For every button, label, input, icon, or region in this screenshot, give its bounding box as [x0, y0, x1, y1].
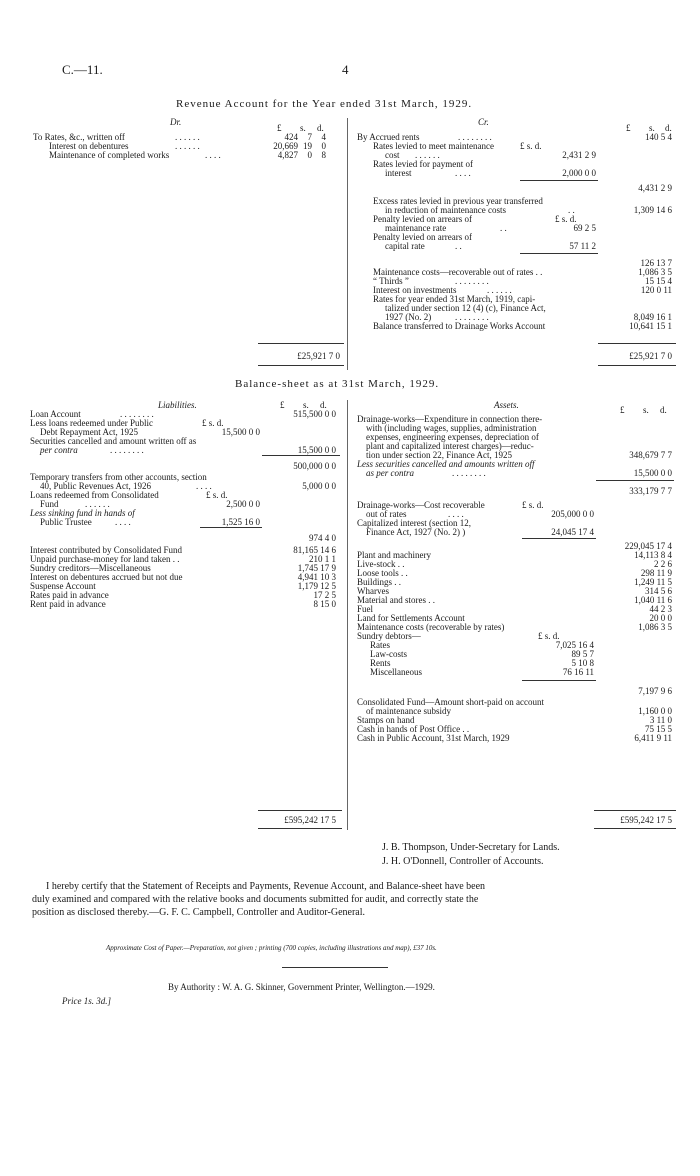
sundry-debtors-columns: £ s. d. [538, 631, 560, 641]
drainage-works-label: Drainage-works—Expenditure in connection there- [357, 414, 543, 424]
revenue-column-divider [347, 118, 348, 370]
asset-pound-header: £ [620, 405, 625, 415]
interest-leader: . . . . [455, 168, 471, 178]
fund-amount: 2,500 0 0 [226, 499, 260, 509]
cost-of-paper: Approximate Cost of Paper.—Preparation, not given ; printing (700 copies, including illustrations and map), £37 10s. [106, 944, 437, 952]
asset-row-label: Plant and machinery [357, 550, 431, 560]
drainage-works-label-5: tion under section 22, Finance Act, 1925 [366, 450, 512, 460]
drainage-net-amount: 333,179 7 7 [629, 486, 672, 496]
assets-heading: Assets. [494, 400, 519, 410]
debit-row-leader: . . . . . . [175, 141, 200, 151]
drainage-works-label-3: expenses, engineering expenses, depreciation of [366, 432, 539, 442]
out-of-rates-label: out of rates [366, 509, 407, 519]
out-of-rates-leader: . . . . [448, 509, 464, 519]
capital-rate-leader: . . [455, 241, 462, 251]
capitalized-interest-label: Capitalized interest (section 12, [357, 518, 471, 528]
maintenance-costs-label: Maintenance costs—recoverable out of rates . . [373, 267, 543, 277]
asset-row-amount: 6,411 9 11 [634, 733, 672, 743]
rates-subtotal: 4,431 2 9 [638, 183, 672, 193]
sinking-fund-label: Less sinking fund in hands of [30, 508, 135, 518]
rates-maintenance-columns: £ s. d. [520, 141, 542, 151]
asset-row-label: Buildings . . [357, 577, 402, 587]
signature-under-secretary: J. B. Thompson, Under-Secretary for Lands. [382, 842, 560, 853]
interest-label: interest [385, 168, 412, 178]
loan-account-label: Loan Account [30, 409, 81, 419]
penalty-maintenance-label: Penalty levied on arrears of [373, 214, 472, 224]
asset-row-label: Fuel [357, 604, 374, 614]
debit-row-pounds: 20,669 [273, 141, 298, 151]
liability-row-label: Suspense Account [30, 581, 96, 591]
cost-recoverable-columns: £ s. d. [522, 500, 544, 510]
debit-label: Dr. [170, 117, 182, 127]
per-contra-amount: 15,500 0 0 [297, 445, 336, 455]
credit-pence-header: d. [665, 123, 672, 133]
accrued-rents-label: By Accrued rents [357, 132, 420, 142]
asset-row-amount: 314 5 6 [645, 586, 672, 596]
maintenance-costs-amount: 1,086 3 5 [638, 267, 672, 277]
debt-repayment-label: Debt Repayment Act, 1925 [40, 427, 138, 437]
investments-amount: 120 0 11 [640, 285, 672, 295]
credit-shilling-header: s. [649, 123, 655, 133]
cost-recoverable-label: Drainage-works—Cost recoverable [357, 500, 485, 510]
asset-row-amount: 3 11 0 [649, 715, 672, 725]
public-trustee-amount: 1,525 16 0 [221, 517, 260, 527]
debtor-row-label: Miscellaneous [370, 667, 422, 677]
asset-row-label: Maintenance costs (recoverable by rates) [357, 622, 505, 632]
liability-row-amount: 1,745 17 9 [297, 563, 336, 573]
asset-row-label: Wharves [357, 586, 389, 596]
asset-row-label: Cash in Public Account, 31st March, 1929 [357, 733, 510, 743]
rates-maintenance-label: Rates levied to meet maintenance [373, 141, 494, 151]
asset-row-amount: 298 11 9 [640, 568, 672, 578]
debtor-row-amount: 7,025 16 4 [555, 640, 594, 650]
loans-consolidated-label: Loans redeemed from Consolidated [30, 490, 159, 500]
asset-row-label: Material and stores . . [357, 595, 435, 605]
maintenance-rate-label: maintenance rate [385, 223, 447, 233]
capital-rate-amount: 57 11 2 [569, 241, 596, 251]
thirds-leader: . . . . . . . . [455, 276, 489, 286]
rates-cost-leader: . . . . . . [415, 150, 440, 160]
revenue-account-title: Revenue Account for the Year ended 31st March, 1929. [176, 98, 473, 110]
asset-row-label: Live-stock . . [357, 559, 405, 569]
debtor-row-amount: 5 10 8 [571, 658, 594, 668]
thirds-label: “ Thirds ” [373, 276, 409, 286]
debit-row-pence: 8 [321, 150, 326, 160]
debit-row-leader: . . . . . . [175, 132, 200, 142]
credit-total: £25,921 7 0 [629, 351, 672, 361]
maintenance-subsidy-label: of maintenance subsidy [366, 706, 451, 716]
liability-row-amount: 81,165 14 6 [293, 545, 336, 555]
liability-row-amount: 210 1 1 [309, 554, 336, 564]
assets-total: £595,242 17 5 [620, 815, 672, 825]
liabilities-total: £595,242 17 5 [284, 815, 336, 825]
debt-repayment-amount: 15,500 0 0 [221, 427, 260, 437]
revenues-act-amount: 5,000 0 0 [302, 481, 336, 491]
consolidated-fund-label: Consolidated Fund—Amount short-paid on account [357, 697, 544, 707]
loans-consolidated-columns: £ s. d. [206, 490, 228, 500]
asset-shilling-header: s. [643, 405, 649, 415]
as-per-contra-label: as per contra [366, 468, 414, 478]
investments-leader: . . . . . . [487, 285, 512, 295]
credit-pound-header: £ [626, 123, 631, 133]
liab-shilling-header: s. [303, 400, 309, 410]
balance-sheet-title: Balance-sheet as at 31st March, 1929. [235, 378, 440, 390]
per-contra-label: per contra [40, 445, 78, 455]
securities-cancelled-label: Securities cancelled and amount written off as [30, 436, 197, 446]
asset-row-amount: 2 2 6 [654, 559, 672, 569]
excess-rates-amount: 1,309 14 6 [633, 205, 672, 215]
debit-row-shillings: 19 [303, 141, 312, 151]
excess-rates-label-cont: in reduction of maintenance costs [385, 205, 506, 215]
liability-row-amount: 1,179 12 5 [297, 581, 336, 591]
debit-row-pence: 0 [321, 141, 326, 151]
debit-row-label: To Rates, &c., written off [33, 132, 125, 142]
fund-leader: . . . . . . [85, 499, 110, 509]
loan-account-leader: . . . . . . . . [120, 409, 154, 419]
debit-pound-header: £ [277, 123, 282, 133]
debit-row-pounds: 4,827 [277, 150, 298, 160]
less-securities-label: Less securities cancelled and amounts written off [357, 459, 535, 469]
debtor-row-label: Rates [370, 640, 390, 650]
rates-1919-amount: 8,049 16 1 [633, 312, 672, 322]
debit-pence-header: d. [317, 123, 324, 133]
debtor-row-label: Law-costs [370, 649, 407, 659]
recoverable-subtotal: 229,045 17 4 [624, 541, 672, 551]
drainage-works-label-4: plant and capitalized interest charges)—reduc- [366, 441, 534, 451]
revenues-act-leader: . . . . [196, 481, 212, 491]
asset-row-amount: 20 0 0 [649, 613, 672, 623]
debtor-row-amount: 76 16 11 [562, 667, 594, 677]
as-per-contra-leader: . . . . . . . . [452, 468, 486, 478]
rates-1919-label: Rates for year ended 31st March, 1919, capi- [373, 294, 536, 304]
liability-row-amount: 17 2 5 [313, 590, 336, 600]
debit-row-label: Interest on debentures [49, 141, 129, 151]
liability-row-label: Rent paid in advance [30, 599, 106, 609]
certificate-line: position as disclosed thereby.—G. F. C. Campbell, Controller and Auditor-General. [32, 907, 366, 918]
liability-row-amount: 8 15 0 [313, 599, 336, 609]
out-of-rates-amount: 205,000 0 0 [551, 509, 594, 519]
interest-amount: 2,000 0 0 [562, 168, 596, 178]
drainage-works-label-2: with (including wages, supplies, administration [366, 423, 537, 433]
liability-row-label: Interest on debentures accrued but not due [30, 572, 183, 582]
liability-row-label: Sundry creditors—Miscellaneous [30, 563, 151, 573]
thirds-amount: 15 15 4 [645, 276, 672, 286]
debit-total: £25,921 7 0 [297, 351, 340, 361]
asset-row-amount: 1,040 11 6 [634, 595, 672, 605]
signature-controller: J. H. O'Donnell, Controller of Accounts. [382, 856, 544, 867]
balance-transferred-amount: 10,641 15 1 [629, 321, 672, 331]
certificate-line: duly examined and compared with the relative books and documents submitted for audit, and correctly state the [32, 894, 479, 905]
rates-cost-amount: 2,431 2 9 [562, 150, 596, 160]
asset-row-amount: 14,113 8 4 [634, 550, 672, 560]
debit-row-pence: 4 [321, 132, 326, 142]
debit-row-pounds: 424 [284, 132, 298, 142]
excess-rates-label: Excess rates levied in previous year transferred [373, 196, 543, 206]
debit-row-leader: . . . . [205, 150, 221, 160]
debtor-row-label: Rents [370, 658, 391, 668]
price: Price 1s. 3d.] [62, 996, 111, 1006]
asset-row-amount: 1,249 11 5 [634, 577, 672, 587]
asset-row-amount: 1,086 3 5 [638, 622, 672, 632]
certificate-line: I hereby certify that the Statement of Receipts and Payments, Revenue Account, and Balance-sheet have been [46, 881, 486, 892]
asset-row-label: Loose tools . . [357, 568, 408, 578]
loans-net-amount: 974 4 0 [309, 533, 336, 543]
public-trustee-leader: . . . . [115, 517, 131, 527]
balance-column-divider [347, 400, 348, 830]
penalty-columns: £ s. d. [555, 214, 577, 224]
debtor-row-amount: 89 5 7 [571, 649, 594, 659]
rates-1919-label-cont: talized under section 12 (4) (c), Finance Act, [385, 303, 546, 313]
maintenance-rate-leader: . . [500, 223, 507, 233]
accrued-rents-amount: 140 5 4 [645, 132, 672, 142]
excess-rates-leader: . . [568, 205, 575, 215]
asset-row-label: Stamps on hand [357, 715, 415, 725]
credit-label: Cr. [478, 117, 489, 127]
finance-act-label: Finance Act, 1927 (No. 2) ) [366, 527, 466, 537]
page-number: 4 [342, 62, 349, 77]
sundry-debtors-label: Sundry debtors— [357, 631, 421, 641]
asset-pence-header: d. [660, 405, 667, 415]
rates-cost-label: cost [385, 150, 400, 160]
footer-divider [282, 967, 388, 968]
loan-net-amount: 500,000 0 0 [293, 461, 336, 471]
penalty-capital-label: Penalty levied on arrears of [373, 232, 472, 242]
temporary-transfers-label: Temporary transfers from other accounts, section [30, 472, 207, 482]
rates-interest-label: Rates levied for payment of [373, 159, 473, 169]
asset-row-amount: 44 2 3 [649, 604, 672, 614]
per-contra-leader: . . . . . . . . [110, 445, 144, 455]
debit-row-shillings: 0 [307, 150, 312, 160]
liability-row-label: Interest contributed by Consolidated Fund [30, 545, 182, 555]
maintenance-subsidy-amount: 1,160 0 0 [638, 706, 672, 716]
asset-row-label: Land for Settlements Account [357, 613, 465, 623]
accrued-rents-leader: . . . . . . . . [458, 132, 492, 142]
liabilities-heading: Liabilities. [158, 400, 197, 410]
liab-pence-header: d. [320, 400, 327, 410]
capital-rate-label: capital rate [385, 241, 425, 251]
public-trustee-label: Public Trustee [40, 517, 92, 527]
as-per-contra-amount: 15,500 0 0 [633, 468, 672, 478]
debit-row-label: Maintenance of completed works [49, 150, 170, 160]
debit-shilling-header: s. [300, 123, 306, 133]
audit-certificate [32, 880, 668, 919]
drainage-works-amount: 348,679 7 7 [629, 450, 672, 460]
rates-1919-label-end: 1927 (No. 2) [385, 312, 432, 322]
maintenance-rate-amount: 69 2 5 [573, 223, 596, 233]
liability-row-label: Rates paid in advance [30, 590, 109, 600]
loan-account-amount: 515,500 0 0 [293, 409, 336, 419]
penalty-subtotal: 126 13 7 [640, 258, 672, 268]
printing-authority: By Authority : W. A. G. Skinner, Government Printer, Wellington.—1929. [168, 982, 435, 992]
report-reference: C.—11. [62, 62, 103, 77]
investments-label: Interest on investments [373, 285, 457, 295]
fund-label: Fund [40, 499, 59, 509]
liab-pound-header: £ [280, 400, 285, 410]
asset-row-label: Cash in hands of Post Office . . [357, 724, 470, 734]
balance-transferred-label: Balance transferred to Drainage Works Account [373, 321, 546, 331]
debtors-total: 7,197 9 6 [638, 686, 672, 696]
revenues-act-label: 40, Public Revenues Act, 1926 [40, 481, 151, 491]
debit-row-shillings: 7 [307, 132, 312, 142]
asset-row-amount: 75 15 5 [645, 724, 672, 734]
loans-redeemed-columns: £ s. d. [202, 418, 224, 428]
rates-1919-leader: . . . . . . . . [455, 312, 489, 322]
loans-redeemed-label: Less loans redeemed under Public [30, 418, 153, 428]
liability-row-label: Unpaid purchase-money for land taken . . [30, 554, 180, 564]
liability-row-amount: 4,941 10 3 [297, 572, 336, 582]
finance-act-amount: 24,045 17 4 [551, 527, 594, 537]
